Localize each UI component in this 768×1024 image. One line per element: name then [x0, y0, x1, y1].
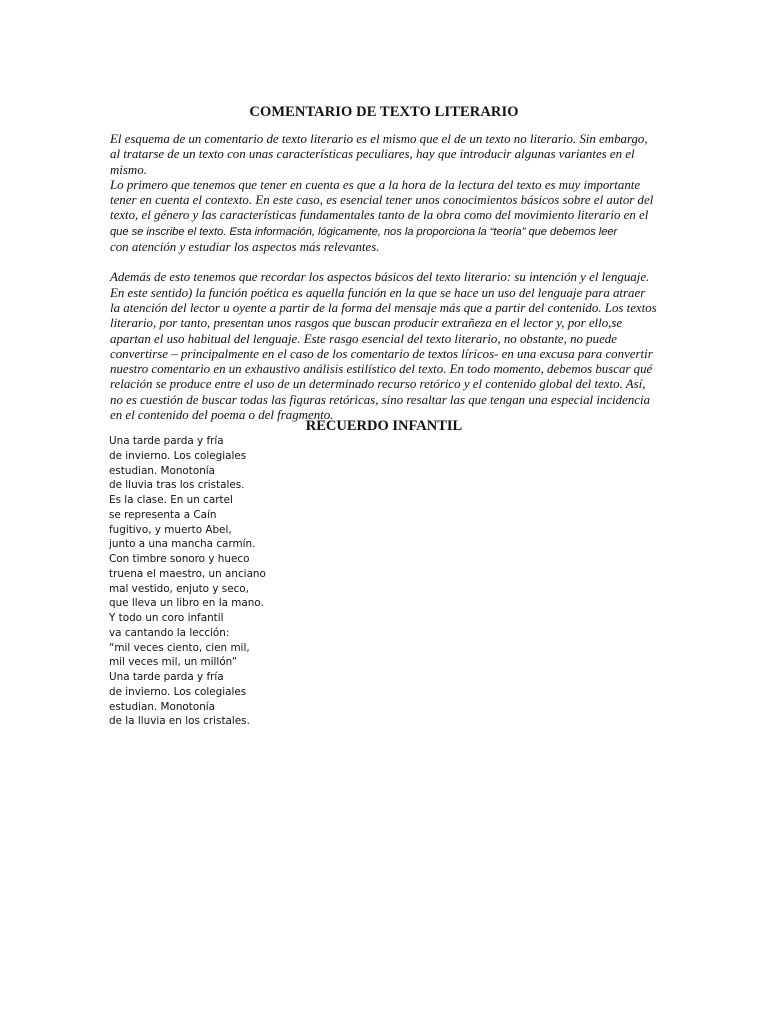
page-title: COMENTARIO DE TEXTO LITERARIO	[249, 104, 519, 120]
poem-line: fugitivo, y muerto Abel,	[109, 523, 232, 536]
poem-line: Con timbre sonoro y hueco	[109, 553, 250, 565]
poem-line: Es la clase. En un cartel	[109, 494, 233, 506]
text-line: tener en cuenta el contexto. En este caso, es esencial tener unos conocimientos básicos sobre el autor del	[110, 193, 654, 208]
text-line: literario, por tanto, presentan unos rasgos que buscan producir extrañeza en el lector y, por ello,se	[110, 316, 623, 331]
text-line: no es cuestión de buscar todas las figuras retóricas, sino resaltar las que tengan una especial incidencia	[110, 392, 651, 407]
poem-line: estudian. Monotonía	[109, 700, 216, 713]
intro-text	[110, 132, 666, 423]
poem-title: RECUERDO INFANTIL	[305, 418, 463, 434]
poem-line: Una tarde parda y fría	[109, 435, 224, 447]
text-line: En este sentido) la función poética es aquella función en la que se hace un uso del lenguaje para atraer	[110, 285, 646, 300]
poem-line: que lleva un libro en la mano.	[109, 597, 264, 610]
text-line: Además de esto tenemos que recordar los aspectos básicos del texto literario: su intención y el lenguaje.	[110, 270, 650, 285]
text-line: la atención del lector u oyente a partir de la forma del mensaje más que a partir del contenido. Los textos	[110, 300, 657, 315]
paragraph-3	[110, 270, 666, 423]
paragraph-1	[110, 132, 666, 178]
text-line: Lo primero que tenemos que tener en cuenta es que a la hora de la lectura del texto es muy importante	[110, 177, 641, 192]
poem-line: junto a una mancha carmín.	[109, 538, 256, 551]
poem-line: mil veces mil, un millón”	[109, 656, 238, 669]
poem-line: mal vestido, enjuto y seco,	[109, 582, 249, 595]
text-line: El esquema de un comentario de texto literario es el mismo que el de un texto no literario. Sin embargo,	[110, 132, 648, 146]
poem-line: de invierno. Los colegiales	[109, 685, 247, 698]
poem-line: de lluvia tras los cristales.	[109, 479, 245, 492]
paragraph-gap	[110, 255, 666, 270]
poem-verses	[109, 434, 266, 729]
poem-line: Y todo un coro infantil	[109, 612, 224, 624]
text-line: convertirse – principalmente en el caso de los comentario de textos líricos- en una excusa para convertir	[110, 346, 653, 361]
text-line: con atención y estudiar los aspectos más relevantes.	[110, 240, 380, 255]
poem-line: truena el maestro, un anciano	[109, 567, 266, 580]
text-line: mismo.	[110, 162, 147, 177]
text-line: en el contenido del poema o del fragmento.	[110, 408, 334, 423]
text-line: relación se produce entre el uso de un determinado recurso retórico y el contenido global del texto. Así,	[110, 377, 646, 392]
poem-line: de invierno. Los colegiales	[109, 449, 247, 462]
text-line: nuestro comentario en un exhaustivo análisis estilístico del texto. En todo momento, debemos buscar qué	[110, 362, 653, 377]
text-line: apartan el uso habitual del lenguaje. Este rasgo esencial del texto literario, no obstante, no puede	[110, 331, 617, 346]
poem-line: Una tarde parda y fría	[109, 671, 224, 683]
poem-line: “mil veces ciento, cien mil,	[109, 641, 250, 654]
text-line-alt-font: que se inscribe el texto. Esta información, lógicamente, nos la proporciona la “teoría” que debemos leer	[110, 225, 618, 238]
poem-line: se representa a Caín	[109, 508, 217, 521]
poem-line: estudian. Monotonía	[109, 464, 216, 477]
poem-line: de la lluvia en los cristales.	[109, 715, 250, 728]
text-line: texto, el género y las características fundamentales tanto de la obra como del movimiento literario en el	[110, 208, 649, 223]
poem-line: va cantando la lección:	[109, 626, 230, 639]
text-line: al tratarse de un texto con unas características peculiares, hay que introducir algunas variantes en el	[110, 147, 635, 162]
paragraph-2	[110, 178, 666, 255]
